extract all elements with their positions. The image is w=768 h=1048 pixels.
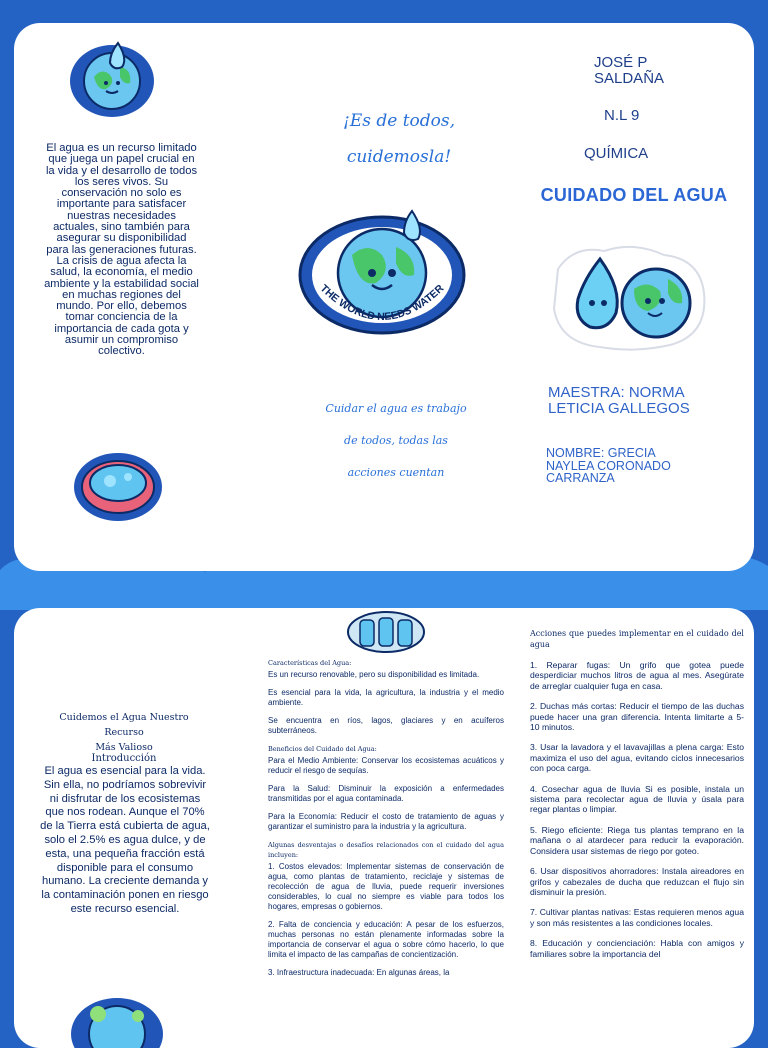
- action-7: 7. Cultivar plantas nativas: Estas requieren menos agua y son más resistentes a las condiciones locales.: [530, 907, 744, 928]
- slogan-line-2: cuidemosla!: [346, 147, 452, 167]
- middle-column: [268, 658, 504, 986]
- quote-line-1: Cuidar el agua es trabajo: [325, 402, 467, 415]
- challenge-2: 2. Falta de conciencia y educación: A pesar de los esfuerzos, muchas personas no están plenamente informadas sobre la importancia de conservar el agua o sobre cómo hacerlo, lo que limita el impacto de las campañas de concientización.: [268, 920, 504, 959]
- intro-heading: Introducción: [91, 753, 157, 764]
- back-title-line-2: Más Valioso: [95, 742, 153, 753]
- characteristics-heading: Características del Agua:: [268, 659, 352, 667]
- intro-paragraph: El agua es un recurso limitado que juega un papel crucial en la vida y el desarrollo de todos los seres vivos. Su conservación no solo es importante para satisfacer nuestras necesidades actuales, sino también para asegurar su disponibilidad para las generaciones futuras. La crisis de agua afecta la salud, la economía, el medio ambiente y la estabilidad social en muchas regiones del mundo. Por ello, debemos tomar conciencia de la importancia de cada gota y asumir un compromiso colectivo.: [44, 142, 199, 358]
- badge-text-path: THE WORLD NEEDS WATER: [317, 282, 447, 324]
- action-8: 8. Educación y concienciación: Habla con amigos y familiares sobre la importancia del: [530, 938, 744, 959]
- back-title: [44, 710, 204, 755]
- author-line-2: SALDAÑA: [594, 70, 665, 87]
- water-tank-sticker: [70, 447, 166, 525]
- slogan-line-1: ¡Es de todos,: [342, 111, 456, 131]
- quote-line-3: acciones cuentan: [347, 466, 445, 479]
- brochure-front: [14, 23, 754, 571]
- action-6: 6. Usar dispositivos ahorradores: Instala aireadores en grifos y cabezales de ducha que reduzcan el flujo sin disminuir la presión.: [530, 866, 744, 897]
- teacher: [548, 385, 748, 417]
- author-line-1: JOSÉ P: [594, 54, 648, 71]
- teacher-line-1: MAESTRA: NORMA: [548, 384, 685, 401]
- student-line-3: CARRANZA: [546, 471, 615, 485]
- teacher-line-2: LETICIA GALLEGOS: [548, 400, 690, 417]
- actions-heading: Acciones que puedes implementar en el cuidado del agua: [530, 629, 744, 649]
- characteristic-3: Se encuentra en ríos, lagos, glaciares y en acuíferos subterráneos.: [268, 716, 504, 735]
- action-4: 4. Cosechar agua de lluvia Si es posible, instala un sistema para recolectar agua de lluvia y úsala para regar plantas o limpiar.: [530, 783, 744, 815]
- quote: [306, 393, 486, 489]
- benefit-2: Para la Salud: Disminuir la exposición a enfermedades transmitidas por el agua contaminada.: [268, 784, 504, 803]
- school: N.L 9: [604, 107, 640, 124]
- action-3: 3. Usar la lavadora y el lavavajillas a plena carga: Esto maximiza el uso del agua, evitando ciclos innecesarios con poca carga.: [530, 742, 744, 774]
- challenge-1: 1. Costos elevados: Implementar sistemas de conservación de agua, como plantas de tratamiento, reciclaje y sistemas de recolección de agua de lluvia, puede requerir inversiones considerables, lo cual no siempre es viable para todos los hogares, empresas o gobiernos.: [268, 862, 504, 911]
- action-2: 2. Duchas más cortas: Reducir el tiempo de las duchas puede hacer una gran diferencia. Intenta limitarte a 5-10 minutos.: [530, 701, 744, 733]
- action-5: 5. Riego eficiente: Riega tus plantas temprano en la mañana o al atardecer para reducir la evaporación. Considera usar sistemas de riego por goteo.: [530, 824, 744, 856]
- benefits-heading: Beneficios del Cuidado del Agua:: [268, 745, 377, 753]
- action-1: 1. Reparar fugas: Un grifo que gotea puede desperdiciar muchos litros de agua al mes. Asegúrate de arreglar cualquier fuga en casa.: [530, 660, 744, 691]
- world-needs-water-badge: [296, 201, 468, 341]
- challenge-3: 3. Infraestructura inadecuada: En algunas áreas, la: [268, 968, 450, 977]
- subject: QUÍMICA: [584, 145, 649, 162]
- drop-sticker-bottom: [68, 994, 166, 1048]
- intro-text: El agua es esencial para la vida. Sin ella, no podríamos sobrevivir ni disfrutar de los ecosistemas que nos rodean. Aunque el 70% de la Tierra está cubierta de agua, solo el 2.5% es agua dulce, y de esta, una pequeña fracción está disponible para el consumo humano. La creciente demanda y la contaminación ponen en riesgo este recurso esencial.: [40, 765, 210, 915]
- characteristic-1: Es un recurso renovable, pero su disponibilidad es limitada.: [268, 670, 480, 679]
- brochure-back: [14, 608, 754, 1048]
- earth-drop-sticker: [66, 37, 158, 119]
- quote-line-2: de todos, todas las: [344, 434, 448, 447]
- brochure-title: CUIDADO DEL AGUA: [540, 185, 728, 205]
- back-title-line-1: Cuidemos el Agua Nuestro Recurso: [59, 712, 189, 738]
- student-line-2: NAYLEA CORONADO: [546, 458, 671, 473]
- student-line-1: NOMBRE: GRECIA: [546, 446, 656, 460]
- drop-earth-friends-sticker: [544, 239, 712, 355]
- right-column: [530, 628, 744, 969]
- characteristic-2: Es esencial para la vida, la agricultura, la industria y el medio ambiente.: [268, 688, 504, 707]
- student: [546, 447, 746, 485]
- water-bottles-sticker: [346, 610, 426, 654]
- challenges-heading: Algunas desventajas o desafíos relacionados con el cuidado del agua incluyen:: [268, 841, 504, 859]
- benefit-3: Para la Economía: Reducir el costo de tratamiento de aguas y garantizar el suministro para la industria y la agricultura.: [268, 812, 504, 831]
- author: [594, 55, 694, 87]
- slogan: [314, 103, 484, 175]
- benefit-1: Para el Medio Ambiente: Conservar los ecosistemas acuáticos y reducir el riesgo de sequías.: [268, 756, 504, 775]
